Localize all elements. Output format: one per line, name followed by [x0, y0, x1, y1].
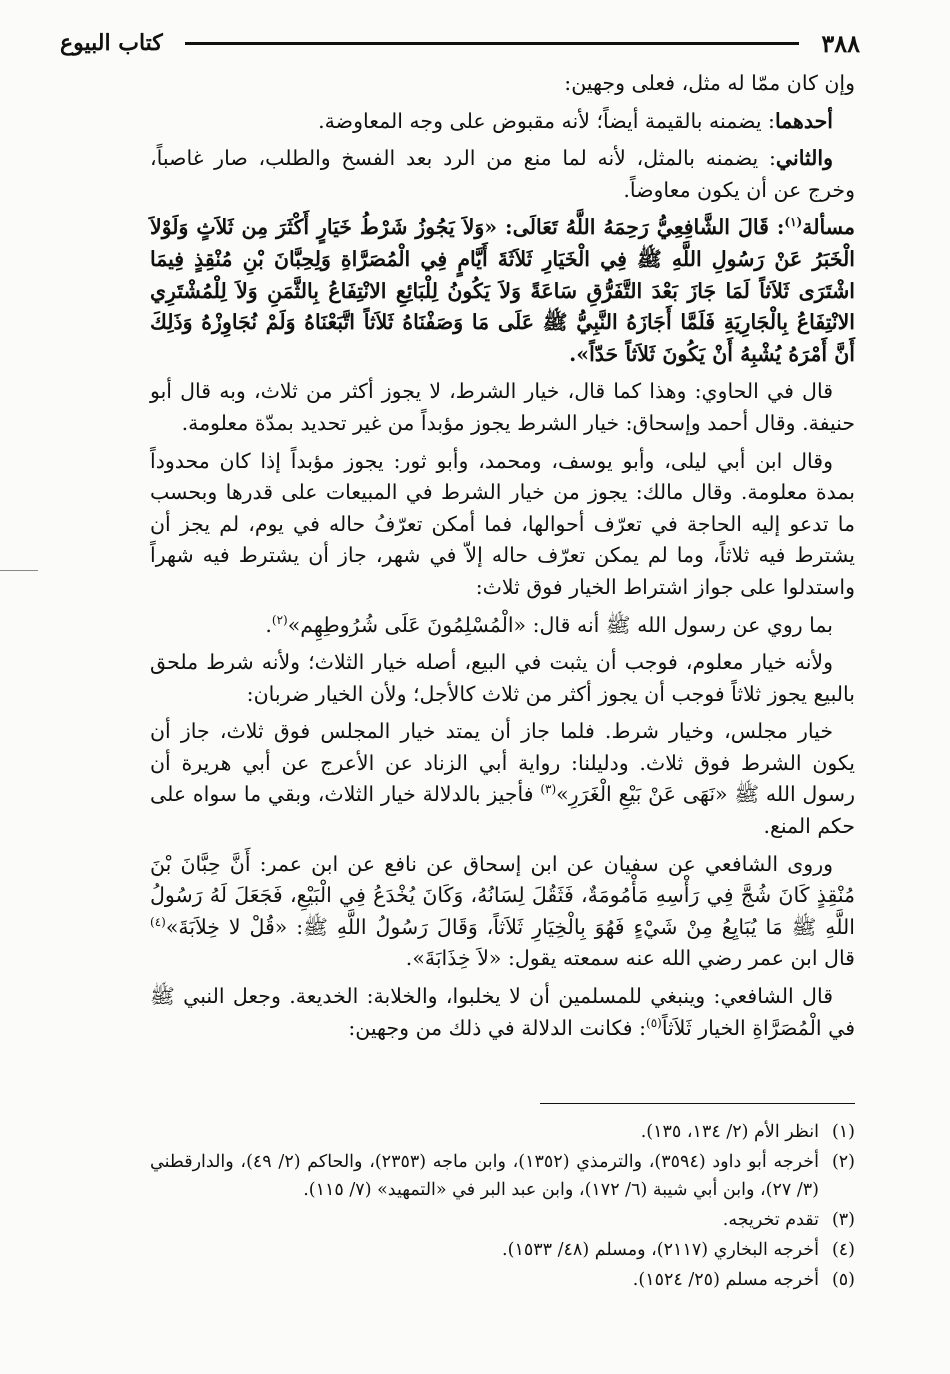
footnote — [150, 1266, 855, 1294]
footnote-number: (١) — [831, 1122, 855, 1142]
paragraph — [150, 610, 855, 642]
footnote-ref: (٣) — [540, 782, 557, 797]
running-title: كتاب البيوع — [60, 30, 163, 56]
footnotes — [150, 1118, 855, 1296]
footnote — [150, 1206, 855, 1234]
paragraph — [150, 446, 855, 604]
paragraph-text: خيار مجلس، وخيار شرط. فلما جاز أن يمتد خيار المجلس فوق ثلاث، جاز أن يكون الشرط فوق ثلاث. ودليلنا: رواية أبي الزناد عن الأعرج عن أبي هريرة أن رسول الله ﷺ «نَهَى عَنْ بَيْعِ الْغَرَرِ» — [150, 719, 855, 807]
paragraph-text: وإن كان ممّا له مثل، فعلى وجهين: — [564, 71, 855, 95]
paragraph-text: وروى الشافعي عن سفيان عن ابن إسحاق عن نافع عن ابن عمر: أَنَّ حِبَّانَ بْنَ مُنْقِذٍ كَانَ شُجَّ فِي رَأْسِهِ مَأْمُومَةٌ، فَثَقُلَ لِسَانُهُ، وَكَانَ يُخْدَعُ فِي الْبَيْعِ، فَجَعَلَ لَهُ رَسُولُ اللَّهِ ﷺ مَا يُبَايِعُ مِنْ شَيْءٍ فَهُوَ بِالْخِيَارِ ثَلاَثاً، وَقَالَ رَسُولُ اللَّهِ ﷺ: «قُلْ لا خِلاَبَةَ» — [150, 851, 855, 939]
masala-paragraph — [150, 212, 855, 370]
footnote — [150, 1236, 855, 1264]
footnote-ref: (٤) — [150, 915, 166, 930]
footnote — [150, 1118, 855, 1146]
footnote-text: أخرجه أبو داود (٣٥٩٤)، والترمذي (١٣٥٢)، وابن ماجه (٢٣٥٣)، والحاكم (٢/ ٤٩)، والدارقطني (٣/ ٢٧)، وابن أبي شيبة (٦/ ١٧٢)، وابن عبد البر في «التمهيد» (٧/ ١١٥). — [150, 1152, 819, 1200]
paragraph — [150, 376, 855, 439]
header-rule — [185, 42, 800, 45]
paragraph — [150, 68, 855, 100]
paragraph — [150, 716, 855, 842]
footnote-text: أخرجه البخاري (٢١١٧)، ومسلم (٤٨/ ١٥٣٣). — [502, 1240, 819, 1260]
paragraph-text: وقال ابن أبي ليلى، وأبو يوسف، ومحمد، وأبو ثور: يجوز مؤبداً إذا كان محدوداً بمدة معلومة. وقال مالك: يجوز من خيار الشرط في المبيعات على قدرها وبحسب ما تدعو إليه الحاجة في تعرّف أحوالها، فما أمكن تعرّفُ حاله في يوم، لم يجز أن يشترط فيه ثلاثاً، وما لم يمكن تعرّف حاله إلاّ في شهر، جاز أن يشترط فيه شهراً واستدلوا على جواز اشتراط الخيار فوق ثلاث: — [150, 448, 855, 599]
paragraph — [150, 981, 855, 1044]
paragraph — [150, 849, 855, 975]
footnote-number: (٣) — [831, 1210, 855, 1230]
paragraph-tail: فأجيز بالدلالة خيار الثلاث، وبقي ما سواه على حكم المنع. — [150, 782, 855, 839]
paragraph-lead: أحدهما — [774, 108, 833, 133]
paragraph-lead: مسألة — [802, 215, 855, 240]
footnote-text: انظر الأم (٢/ ١٣٤، ١٣٥). — [640, 1122, 819, 1142]
footnote-text: أخرجه مسلم (٢٥/ ١٥٢٤). — [632, 1270, 819, 1290]
paragraph-tail: قال ابن عمر رضي الله عنه سمعته يقول: «لاَ خِذَابَةَ». — [405, 946, 855, 971]
paragraph-tail: : فكانت الدلالة في ذلك من وجهين: — [348, 1015, 647, 1040]
paragraph — [150, 143, 855, 206]
paragraph-text: قال الشافعي: وينبغي للمسلمين أن لا يخلبوا، والخلابة: الخديعة. وجعل النبي ﷺ في الْمُصَرَّاةِ الخيار ثَلاَثاً — [150, 984, 855, 1040]
page-header — [60, 28, 860, 58]
page-number: ٣٨٨ — [821, 28, 860, 58]
paragraph-text: : يضمنه بالقيمة أيضاً؛ لأنه مقبوض على وجه المعاوضة. — [318, 108, 775, 133]
footnote-ref: (٥) — [646, 1015, 662, 1030]
scan-margin-line — [0, 570, 38, 571]
paragraph-lead: والثاني — [775, 146, 833, 171]
paragraph-text: : يضمنه بالمثل، لأنه لما منع من الرد بعد الفسخ والطلب، صار غاصباً، وخرج عن أن يكون معاوضاً. — [150, 146, 855, 202]
paragraph-tail: . — [265, 612, 272, 637]
footnote-ref: (١) — [784, 215, 803, 230]
paragraph-text: بما روي عن رسول الله ﷺ أنه قال: «الْمُسْلِمُونَ عَلَى شُرُوطِهِم» — [287, 612, 833, 637]
main-text — [150, 68, 855, 1050]
footnote-number: (٥) — [831, 1270, 855, 1290]
footnote-number: (٢) — [831, 1152, 855, 1172]
footnote-ref: (٢) — [271, 612, 288, 627]
paragraph — [150, 647, 855, 710]
paragraph — [150, 106, 855, 138]
footnote-number: (٤) — [831, 1240, 855, 1260]
footnote-text: تقدم تخريجه. — [722, 1210, 819, 1230]
footnote-separator — [540, 1103, 855, 1104]
paragraph-text: ولأنه خيار معلوم، فوجب أن يثبت في البيع، أصله خيار الثلاث؛ ولأنه شرط ملحق بالبيع يجوز ثلاثاً فوجب أن يجوز أكثر من ثلاث كالأجل؛ ولأن الخيار ضربان: — [150, 650, 855, 706]
paragraph-text: : قَالَ الشَّافِعِيُّ رَحِمَهُ اللَّهُ تَعَالَى: «وَلاَ يَجُوزُ شَرْطُ خَيَارٍ أَكْثَرَ مِن ثَلاَثٍ وَلَوْلاَ الْخَبَرُ عَنْ رَسُولِ اللَّهِ ﷺ فِي الْخَيَارِ ثَلاَثَةَ أَيَّامٍ فِي الْمُصَرَّاةِ وَلِحِبَّانَ بْنِ مُنْقِذٍ فِيمَا اشْتَرَى ثَلاَثاً لَمَا جَازَ بَعْدَ التَّفَرُّقِ سَاعَةً وَلاَ يَكُونُ لِلْبَائِعِ الانْتِفَاعُ بِالثَّمَنِ وَلاَ لِلْمُشْتَرِي الانْتِفَاعُ بِالْجَارِيَةِ فَلَمَّا أَجَازَهُ النَّبِيُّ ﷺ عَلَى مَا وَصَفْنَاهُ ثَلاَثاً اتَّبَعْنَاهُ وَلَمْ نُجَاوِزْهُ وَذَلِكَ أَنَّ أَمْرَهُ يُشْبِهُ أَنْ يَكُونَ ثَلاَثاً حَدّاً». — [150, 215, 855, 366]
footnote — [150, 1148, 855, 1204]
paragraph-text: قال في الحاوي: وهذا كما قال، خيار الشرط، لا يجوز أكثر من ثلاث، وبه قال أبو حنيفة. وقال أحمد وإسحاق: خيار الشرط يجوز مؤبداً من غير تحديد بمدّة معلومة. — [150, 379, 855, 435]
